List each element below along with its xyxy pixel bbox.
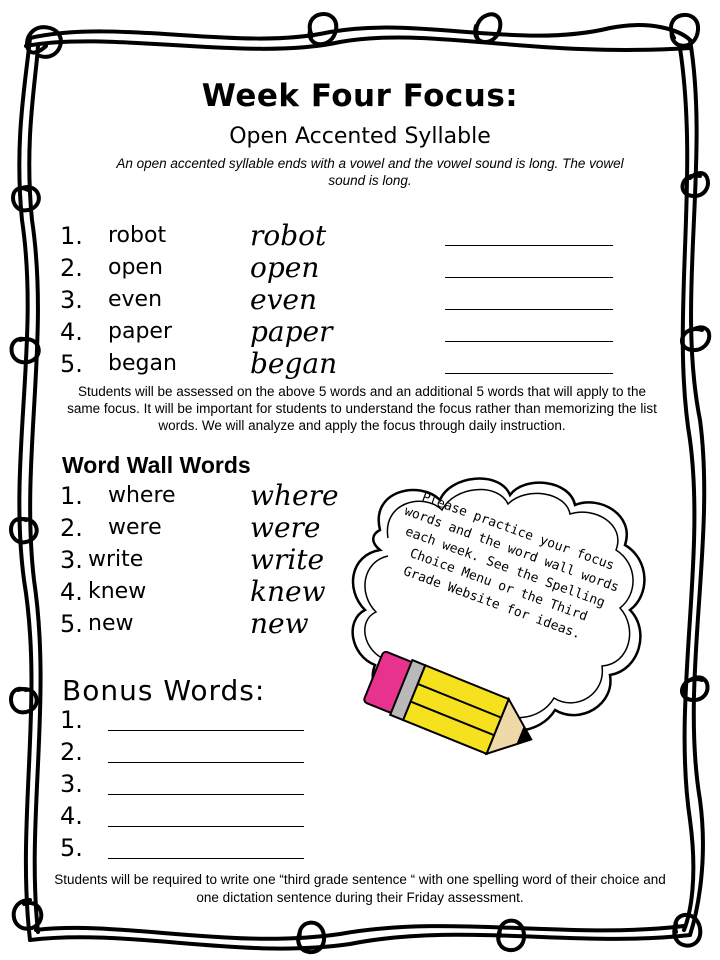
page-title: Week Four Focus:: [201, 78, 519, 114]
footer-note: Students will be required to write one “third grade sentence “ with one spelling word of their choice and one dictation sentence during their Friday assessment.: [54, 872, 666, 905]
cursive-word: write: [250, 543, 325, 576]
answer-line[interactable]: [445, 245, 613, 246]
cloud-note: Please practice your focus words and the word wall words each week. See the Spelling Choice Menu or the Third Grade Website for ideas.: [401, 489, 621, 643]
item-number: 3.: [60, 546, 83, 574]
focus-word: began: [108, 351, 177, 376]
list-item: [60, 544, 360, 576]
bonus-title: Bonus Words:: [62, 674, 266, 707]
cursive-word: knew: [250, 575, 326, 608]
item-number: 5.: [60, 834, 83, 862]
item-number: 2.: [60, 254, 83, 282]
cursive-word: new: [250, 607, 309, 640]
cursive-word: open: [250, 251, 320, 284]
focus-word: even: [108, 287, 163, 312]
cursive-word: robot: [250, 219, 327, 252]
list-item: [60, 284, 620, 316]
list-item: [60, 704, 320, 736]
item-number: 4.: [60, 318, 83, 346]
item-number: 2.: [60, 738, 83, 766]
bonus-answer-line[interactable]: [108, 762, 304, 763]
focus-word: open: [108, 255, 163, 280]
cursive-word: were: [250, 511, 321, 544]
item-number: 1.: [60, 222, 83, 250]
item-number: 5.: [60, 610, 83, 638]
item-number: 5.: [60, 350, 83, 378]
word-wall-word: knew: [88, 579, 147, 604]
answer-line[interactable]: [445, 309, 613, 310]
focus-word: robot: [108, 223, 167, 248]
bonus-answer-line[interactable]: [108, 794, 304, 795]
item-number: 3.: [60, 770, 83, 798]
cursive-word: began: [250, 347, 338, 380]
item-number: 1.: [60, 482, 83, 510]
answer-line[interactable]: [445, 341, 613, 342]
cursive-word: paper: [250, 315, 333, 348]
list-item: [60, 252, 620, 284]
answer-line[interactable]: [445, 373, 613, 374]
list-item: [60, 316, 620, 348]
word-wall-title: Word Wall Words: [62, 452, 251, 478]
list-item: [60, 220, 620, 252]
list-item: [60, 576, 360, 608]
bonus-answer-line[interactable]: [108, 858, 304, 859]
list-item: [60, 768, 320, 800]
item-number: 1.: [60, 706, 83, 734]
cursive-word: even: [250, 283, 317, 316]
bonus-answer-line[interactable]: [108, 826, 304, 827]
item-number: 4.: [60, 802, 83, 830]
item-number: 2.: [60, 514, 83, 542]
assessment-note: Students will be assessed on the above 5 words and an additional 5 words that will apply to the same focus. It will be important for students to understand the focus rather than memorizing the list words. We will analyze and apply the focus through daily instruction.: [67, 384, 657, 433]
focus-word: paper: [108, 319, 172, 344]
list-item: [60, 832, 320, 864]
item-number: 4.: [60, 578, 83, 606]
word-wall-word: where: [108, 483, 176, 508]
cursive-word: where: [250, 479, 339, 512]
item-number: 3.: [60, 286, 83, 314]
bonus-answer-line[interactable]: [108, 730, 304, 731]
word-wall-word: were: [108, 515, 162, 540]
list-item: [60, 736, 320, 768]
word-wall-word: write: [88, 547, 144, 572]
answer-line[interactable]: [445, 277, 613, 278]
list-item: [60, 348, 620, 380]
word-wall-word: new: [88, 611, 134, 636]
list-item: [60, 800, 320, 832]
focus-description: An open accented syllable ends with a vowel and the vowel sound is long. The vowel sound is long.: [116, 156, 624, 188]
page-subtitle: Open Accented Syllable: [229, 124, 491, 149]
list-item: [60, 512, 360, 544]
list-item: [60, 480, 360, 512]
list-item: [60, 608, 360, 640]
